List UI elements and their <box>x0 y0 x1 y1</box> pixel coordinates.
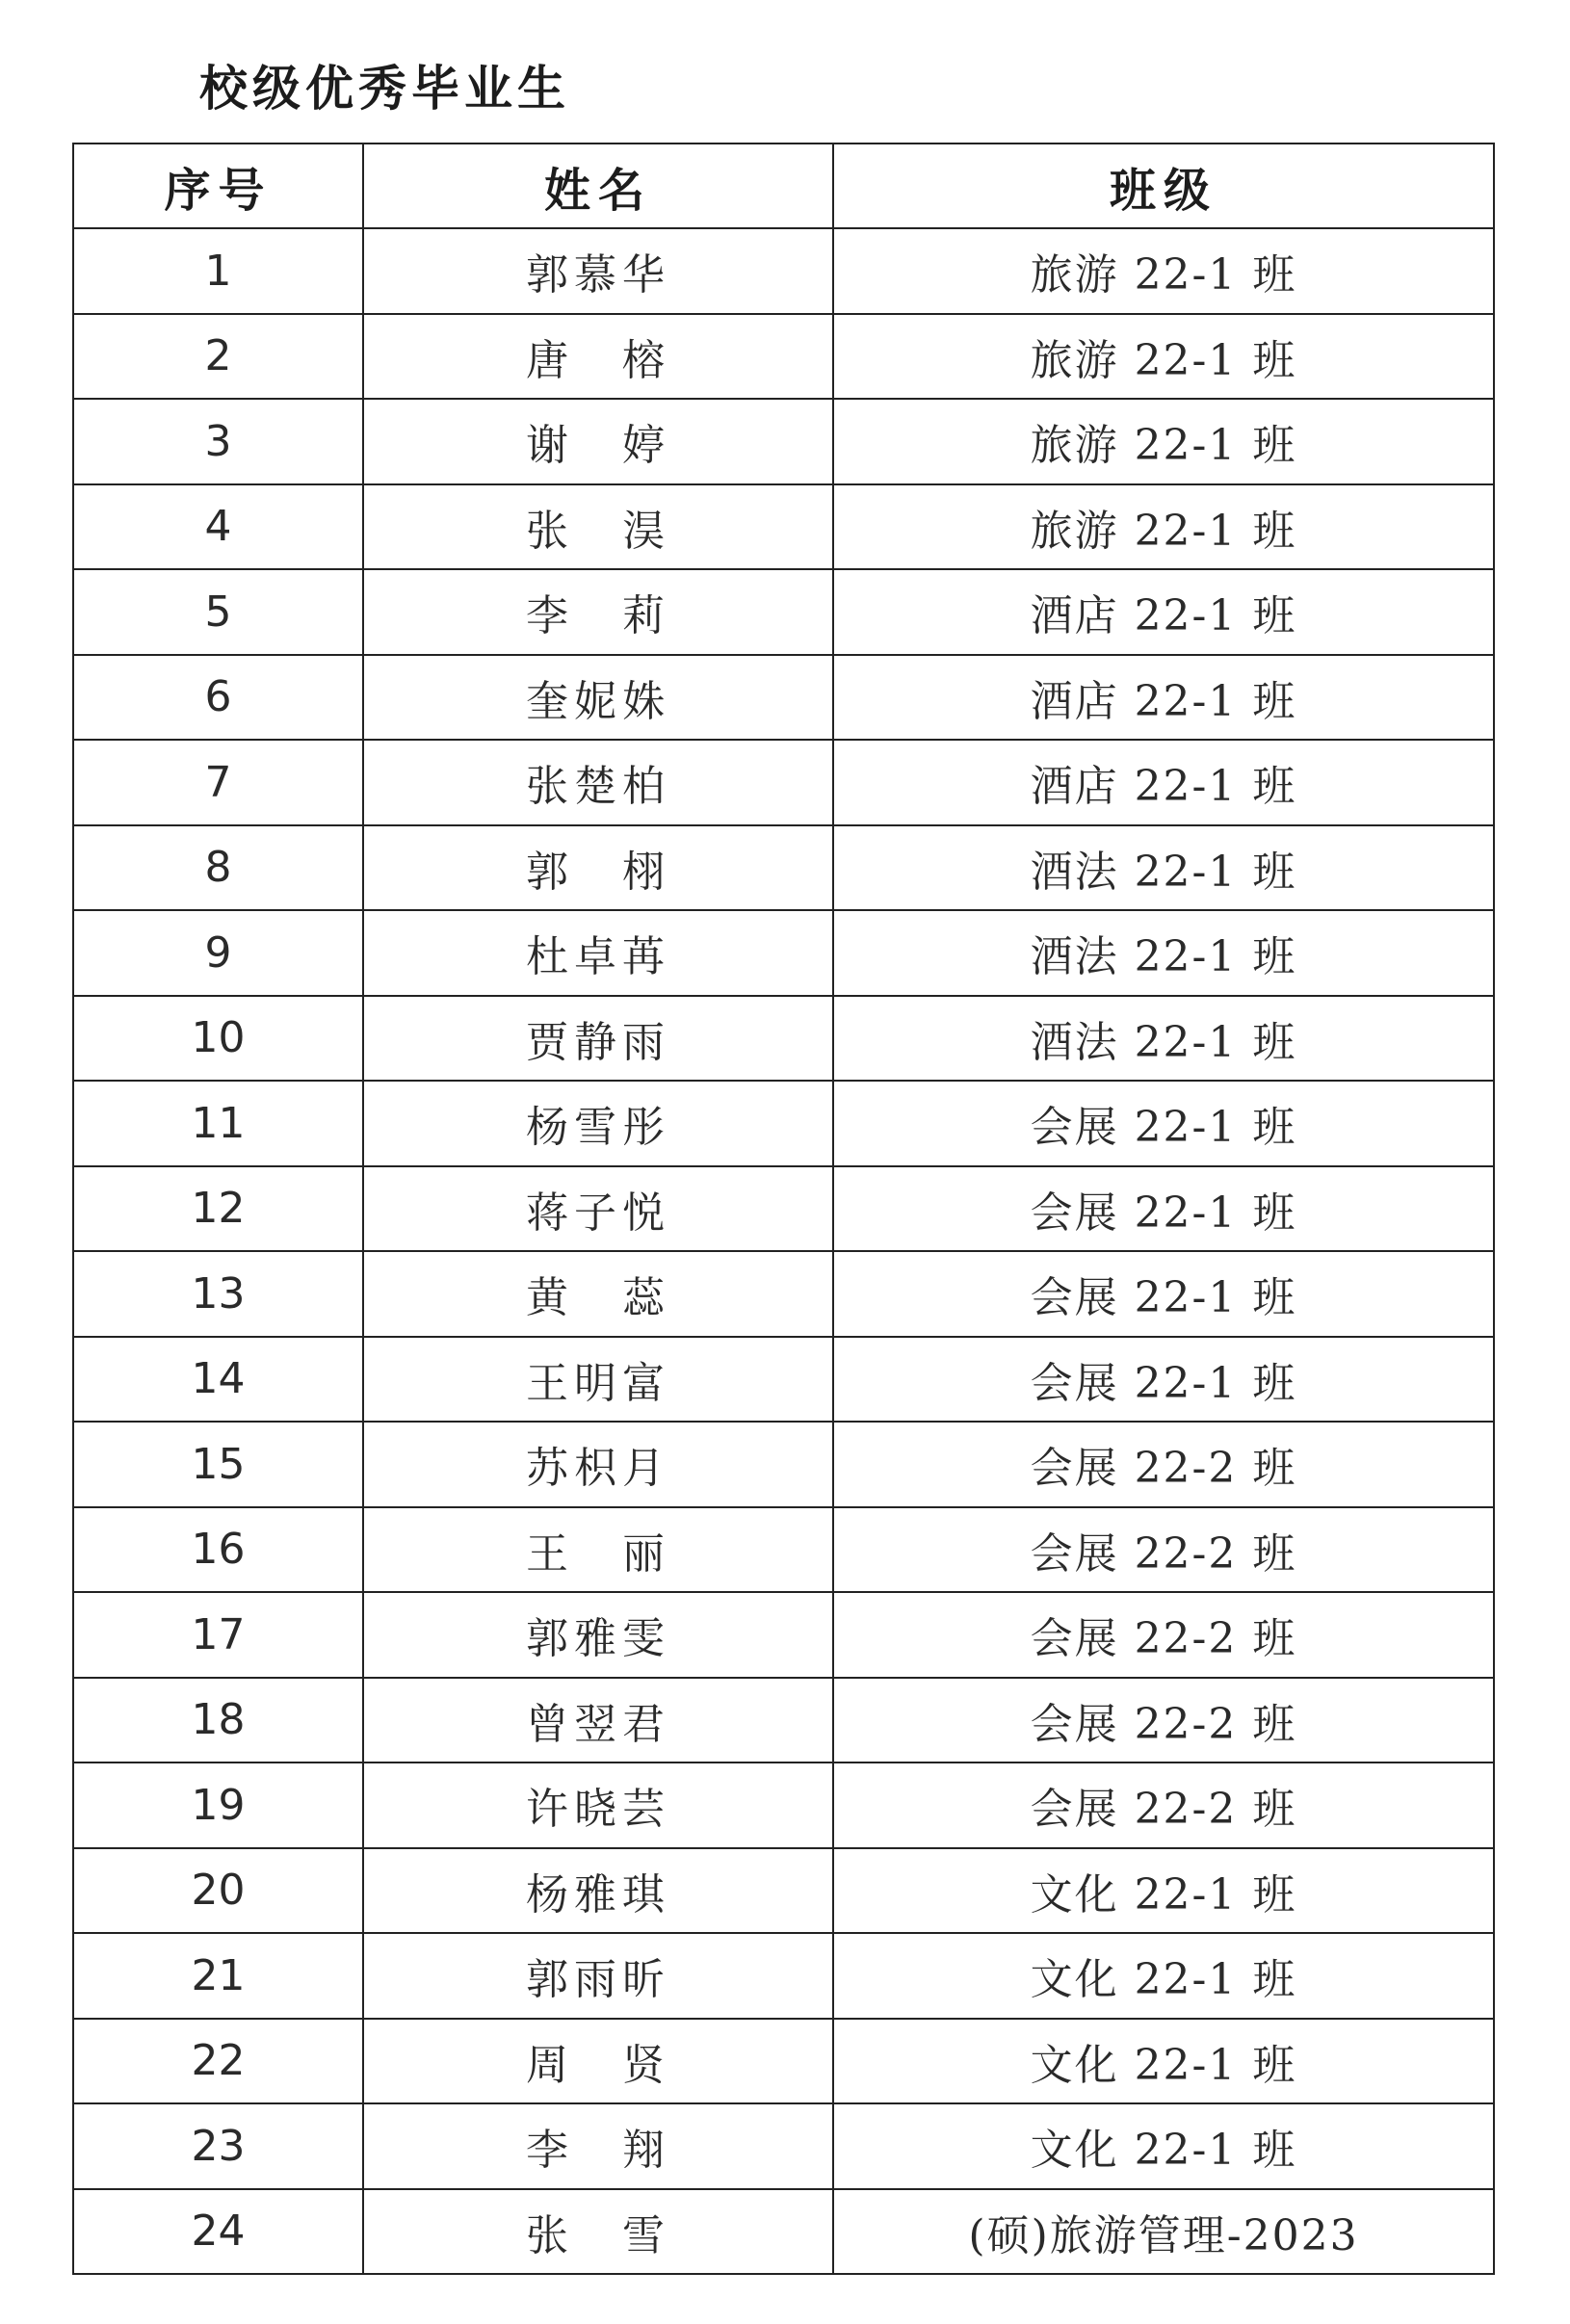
table-row <box>73 314 1494 400</box>
table-row <box>73 1251 1494 1337</box>
document-title: 校级优秀毕业生 <box>199 60 570 117</box>
row-number-cell: 12 <box>73 1166 363 1252</box>
row-name-cell: 黄 蕊 <box>363 1251 833 1337</box>
row-number-cell: 4 <box>73 484 363 570</box>
row-number-cell: 7 <box>73 740 363 825</box>
table-row <box>73 1763 1494 1848</box>
table-row <box>73 740 1494 825</box>
row-class-cell: 酒店 22-1 班 <box>833 740 1494 825</box>
table-row <box>73 1933 1494 2019</box>
row-name-cell: 周 贤 <box>363 2019 833 2104</box>
row-name-cell: 李 莉 <box>363 569 833 655</box>
row-class-cell: 会展 22-2 班 <box>833 1507 1494 1593</box>
table-row <box>73 655 1494 741</box>
row-name-cell: 杜卓苒 <box>363 910 833 996</box>
header-number: 序号 <box>73 144 363 228</box>
table-body <box>73 228 1494 2274</box>
row-number-cell: 3 <box>73 399 363 484</box>
row-number-cell: 13 <box>73 1251 363 1337</box>
row-name-cell: 许晓芸 <box>363 1763 833 1848</box>
row-class-cell: 会展 22-1 班 <box>833 1166 1494 1252</box>
row-name-cell: 杨雅琪 <box>363 1848 833 1934</box>
table-row <box>73 2019 1494 2104</box>
row-class-cell: 旅游 22-1 班 <box>833 484 1494 570</box>
table-row <box>73 1507 1494 1593</box>
table-row <box>73 2189 1494 2275</box>
row-class-cell: 会展 22-2 班 <box>833 1592 1494 1678</box>
row-name-cell: 唐 榕 <box>363 314 833 400</box>
row-number-cell: 9 <box>73 910 363 996</box>
table-row <box>73 484 1494 570</box>
table-row <box>73 996 1494 1082</box>
row-class-cell: 会展 22-2 班 <box>833 1678 1494 1763</box>
row-number-cell: 24 <box>73 2189 363 2275</box>
row-name-cell: 王明富 <box>363 1337 833 1423</box>
row-class-cell: 酒法 22-1 班 <box>833 910 1494 996</box>
row-number-cell: 15 <box>73 1422 363 1507</box>
row-class-cell: 旅游 22-1 班 <box>833 399 1494 484</box>
header-name: 姓名 <box>363 144 833 228</box>
row-class-cell: 文化 22-1 班 <box>833 2019 1494 2104</box>
row-name-cell: 苏枳月 <box>363 1422 833 1507</box>
table-row <box>73 2103 1494 2189</box>
row-name-cell: 蒋子悦 <box>363 1166 833 1252</box>
row-number-cell: 2 <box>73 314 363 400</box>
table-header-row <box>73 144 1494 228</box>
row-class-cell: 酒法 22-1 班 <box>833 825 1494 911</box>
row-class-cell: 酒店 22-1 班 <box>833 569 1494 655</box>
graduates-table <box>72 143 1495 2275</box>
row-name-cell: 奎妮姝 <box>363 655 833 741</box>
row-class-cell: 会展 22-2 班 <box>833 1763 1494 1848</box>
row-name-cell: 张 淏 <box>363 484 833 570</box>
table-row <box>73 1592 1494 1678</box>
row-number-cell: 10 <box>73 996 363 1082</box>
table-row <box>73 1166 1494 1252</box>
header-class: 班级 <box>833 144 1494 228</box>
row-class-cell: 文化 22-1 班 <box>833 1933 1494 2019</box>
row-number-cell: 20 <box>73 1848 363 1934</box>
table-row <box>73 228 1494 314</box>
row-number-cell: 19 <box>73 1763 363 1848</box>
row-class-cell: 会展 22-1 班 <box>833 1081 1494 1166</box>
table-row <box>73 1678 1494 1763</box>
row-number-cell: 14 <box>73 1337 363 1423</box>
table-row <box>73 569 1494 655</box>
row-number-cell: 5 <box>73 569 363 655</box>
row-name-cell: 曾翌君 <box>363 1678 833 1763</box>
row-name-cell: 郭雨昕 <box>363 1933 833 2019</box>
row-class-cell: 酒店 22-1 班 <box>833 655 1494 741</box>
table-row <box>73 399 1494 484</box>
row-number-cell: 23 <box>73 2103 363 2189</box>
row-number-cell: 11 <box>73 1081 363 1166</box>
row-class-cell: 会展 22-1 班 <box>833 1251 1494 1337</box>
table-row <box>73 1422 1494 1507</box>
row-number-cell: 17 <box>73 1592 363 1678</box>
row-name-cell: 郭 栩 <box>363 825 833 911</box>
row-name-cell: 郭慕华 <box>363 228 833 314</box>
row-number-cell: 21 <box>73 1933 363 2019</box>
row-name-cell: 杨雪彤 <box>363 1081 833 1166</box>
row-name-cell: 李 翔 <box>363 2103 833 2189</box>
table-row <box>73 1337 1494 1423</box>
row-class-cell: 酒法 22-1 班 <box>833 996 1494 1082</box>
row-name-cell: 张 雪 <box>363 2189 833 2275</box>
row-class-cell: 旅游 22-1 班 <box>833 314 1494 400</box>
row-class-cell: (硕)旅游管理-2023 <box>833 2189 1494 2275</box>
row-number-cell: 8 <box>73 825 363 911</box>
table-row <box>73 825 1494 911</box>
row-number-cell: 6 <box>73 655 363 741</box>
row-name-cell: 谢 婷 <box>363 399 833 484</box>
row-number-cell: 18 <box>73 1678 363 1763</box>
row-number-cell: 1 <box>73 228 363 314</box>
row-name-cell: 张楚柏 <box>363 740 833 825</box>
table-row <box>73 910 1494 996</box>
row-class-cell: 文化 22-1 班 <box>833 1848 1494 1934</box>
row-number-cell: 16 <box>73 1507 363 1593</box>
row-class-cell: 会展 22-2 班 <box>833 1422 1494 1507</box>
row-class-cell: 会展 22-1 班 <box>833 1337 1494 1423</box>
row-name-cell: 贾静雨 <box>363 996 833 1082</box>
row-class-cell: 旅游 22-1 班 <box>833 228 1494 314</box>
row-name-cell: 郭雅雯 <box>363 1592 833 1678</box>
row-class-cell: 文化 22-1 班 <box>833 2103 1494 2189</box>
row-name-cell: 王 丽 <box>363 1507 833 1593</box>
table-row <box>73 1081 1494 1166</box>
table-row <box>73 1848 1494 1934</box>
row-number-cell: 22 <box>73 2019 363 2104</box>
